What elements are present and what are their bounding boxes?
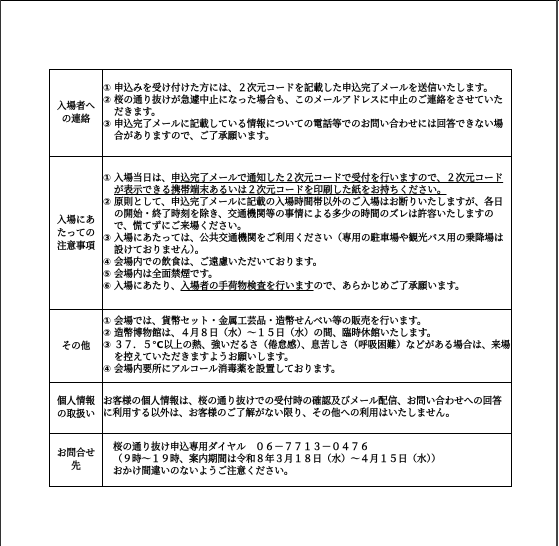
heading-line: その他 bbox=[61, 340, 91, 352]
item-text: 申込みを受け付けた方には、２次元コードを記載した申込完了メールを送信いたします。 bbox=[114, 83, 494, 94]
item-text-underlined: 申込完了メールで通知した２次元コードで受付を行いますので、２次元コードが表示できる携帯端末あるいは２次元コードを印刷した紙をお持ちください。 bbox=[114, 173, 504, 196]
item-text-plain: ので、あらかじめご了承願います。 bbox=[313, 281, 465, 292]
inquiry-caution-line: おかけ間違いのないようご注意ください。 bbox=[113, 466, 294, 477]
heading-line: 入場者へ bbox=[56, 101, 95, 112]
row-inquiries bbox=[50, 434, 512, 487]
item-number: ① bbox=[103, 173, 112, 184]
body-privacy bbox=[103, 383, 512, 434]
item-number: ④ bbox=[103, 364, 112, 375]
privacy-text: お客様の個人情報は、桜の通り抜けでの受付時の確認及びメール配信、お問い合わせへの回答に利用する以外は、お客様のご了解がない限り、その他への利用はいたしません。 bbox=[103, 396, 502, 419]
body-entrant-contact bbox=[103, 70, 512, 157]
heading-other bbox=[50, 310, 103, 383]
item-number: ① bbox=[103, 316, 112, 327]
list-item bbox=[103, 233, 511, 257]
item-text: 入場にあたっては、公共交通機関をご利用ください（専用の駐車場や観光バス用の乗降場は設けておりません）。 bbox=[114, 233, 504, 256]
list-item bbox=[103, 269, 511, 281]
list-item bbox=[103, 173, 511, 197]
item-number: ⑥ bbox=[103, 281, 112, 292]
heading-inquiries bbox=[50, 434, 103, 487]
row-privacy bbox=[50, 383, 512, 434]
heading-line: お問合せ bbox=[56, 448, 95, 459]
list-item bbox=[103, 257, 511, 269]
item-number: ② bbox=[103, 328, 112, 339]
list-item bbox=[103, 364, 511, 376]
item-text bbox=[114, 281, 511, 293]
row-entry-notes bbox=[50, 157, 512, 310]
heading-line: 入場にあ bbox=[56, 214, 95, 226]
item-text: 会場内は全面禁煙です。 bbox=[114, 269, 218, 280]
list-item bbox=[103, 328, 511, 340]
row-other bbox=[50, 310, 512, 383]
heading-line: 先 bbox=[71, 461, 81, 472]
item-text: 原則として、申込完了メールに記載の入場時間帯以外のご入場はお断りいたしますが、各日の開始・終了時刻を除き、交通機関等の事情による多少の時間のズレは許容いたしますので、慌てずにご来場ください。 bbox=[114, 197, 504, 232]
list-item bbox=[103, 340, 511, 364]
item-text: ３７．５℃以上の熱、強いだるさ（倦怠感）、息苦しさ（呼吸困難）などがある場合は、来場を控えていただきますようお願いします。 bbox=[114, 340, 511, 363]
item-number: ② bbox=[103, 197, 112, 208]
notice-table bbox=[49, 69, 512, 487]
row-entrant-contact bbox=[50, 70, 512, 157]
item-number: ③ bbox=[103, 233, 112, 244]
list-item bbox=[103, 316, 511, 328]
heading-line: 個人情報 bbox=[56, 396, 95, 407]
item-text: 造幣博物館は、４月８日（水）～１５日（水）の間、臨時休館いたします。 bbox=[114, 328, 437, 339]
heading-privacy bbox=[50, 383, 103, 434]
body-inquiries bbox=[103, 434, 512, 487]
inquiry-hours-line: （９時～１９時、案内期間は令和８年３月１８日（水）～４月１５日（水）） bbox=[113, 454, 441, 465]
item-text: 桜の通り抜けが急遽中止になった場合も、このメールアドレスに中止のご連絡をさせていただきます。 bbox=[114, 95, 504, 118]
page-left-border bbox=[0, 0, 1, 546]
list-item bbox=[103, 281, 511, 293]
item-number: ② bbox=[103, 95, 112, 106]
item-number: ④ bbox=[103, 257, 112, 268]
page-top-border bbox=[0, 0, 559, 1]
body-entry-notes bbox=[103, 157, 512, 310]
list-item bbox=[103, 197, 511, 233]
heading-line: の取扱い bbox=[56, 409, 95, 420]
list-item bbox=[103, 119, 511, 143]
list-item bbox=[103, 83, 511, 95]
item-text-plain: 入場にあたり、 bbox=[114, 281, 181, 292]
heading-line: の連絡 bbox=[61, 114, 91, 125]
heading-line: たっての bbox=[56, 227, 95, 239]
item-number: ⑤ bbox=[103, 269, 112, 280]
body-other bbox=[103, 310, 512, 383]
list-item bbox=[103, 95, 511, 119]
item-text-underlined: 入場者の手荷物検査を行います bbox=[180, 281, 314, 292]
heading-line: 注意事項 bbox=[56, 240, 95, 252]
item-text-plain: 入場当日は、 bbox=[114, 173, 172, 184]
item-text: 会場内要所にアルコール消毒薬を設置しております。 bbox=[114, 364, 341, 375]
page-right-border bbox=[556, 0, 558, 546]
item-number: ③ bbox=[103, 119, 112, 130]
item-text bbox=[114, 173, 511, 197]
item-number: ① bbox=[103, 83, 112, 94]
item-text: 会場内での飲食は、ご遠慮いただいております。 bbox=[114, 257, 323, 268]
heading-entry-notes bbox=[50, 157, 103, 310]
heading-entrant-contact bbox=[50, 70, 103, 157]
item-text: 申込完了メールに記載している情報についての電話等でのお問い合わせには回答できない場合がありますので、ご了承願います。 bbox=[114, 119, 504, 142]
item-number: ③ bbox=[103, 340, 112, 351]
item-text: 会場では、貨幣セット・金属工芸品・造幣せんべい等の販売を行います。 bbox=[114, 316, 427, 327]
inquiry-phone-line: 桜の通り抜け申込専用ダイヤル ０６－７７１３－０４７６ bbox=[113, 442, 370, 453]
